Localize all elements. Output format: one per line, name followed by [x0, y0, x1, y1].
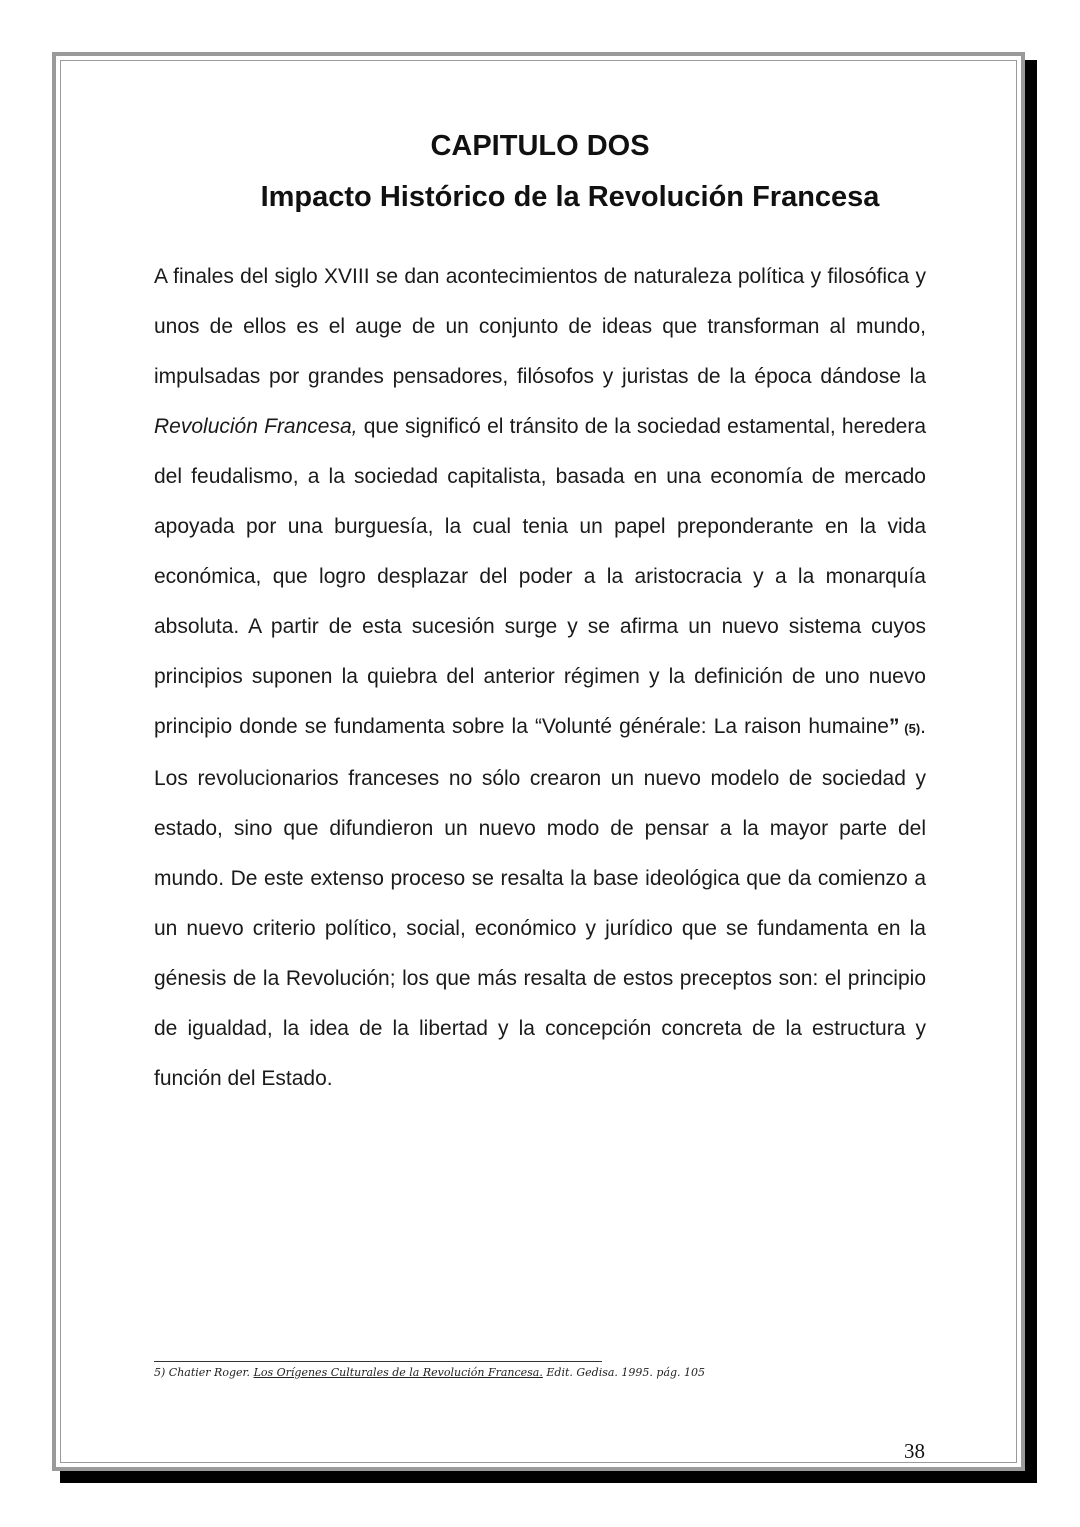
chapter-title: CAPITULO DOS: [430, 130, 650, 162]
paragraph-part-2: que significó el tránsito de la sociedad estamental, heredera del feudalismo, a la sociedad capitalista, basada en una economía de mercado apoyada por una burguesía, la cual tenia un papel preponderante en la vida económica, que logro desplazar del poder a la aristocracia y a la monarquía absoluta. A partir de esta sucesión surge y se afirma un nuevo sistema cuyos principios suponen la quiebra del anterior régimen y la definición de uno nuevo principio donde se fundamenta sobre la “Volunté générale: La raison humaine: [154, 415, 926, 738]
paragraph-emphasis: Revolución Francesa,: [154, 415, 358, 438]
footnote-reference: (5): [899, 721, 921, 736]
footnote-separator: [154, 1361, 602, 1362]
chapter-subtitle: Impacto Histórico de la Revolución Francesa: [260, 181, 880, 213]
paragraph-part-3: . Los revolucionarios franceses no sólo crearon un nuevo modelo de sociedad y estado, sino que difundieron un nuevo modo de pensar a la mayor parte del mundo. De este extenso proceso se resalta la base ideológica que da comienzo a un nuevo criterio político, social, económico y jurídico que se fundamenta en la génesis de la Revolución; los que más resalta de estos preceptos son: el principio de igualdad, la idea de la libertad y la concepción concreta de la estructura y función del Estado.: [154, 715, 927, 1090]
page-number: 38: [904, 1439, 925, 1463]
footnote-book-title: Los Orígenes Culturales de la Revolución Francesa.: [253, 1366, 543, 1379]
footnote-suffix: Edit. Gedisa. 1995. pág. 105: [542, 1366, 706, 1379]
footnote-prefix: 5) Chatier Roger.: [154, 1366, 254, 1379]
footnote: [154, 1366, 705, 1380]
closing-quote: ”: [888, 715, 900, 738]
body-paragraph: [154, 252, 926, 1104]
paragraph-part-1: A finales del siglo XVIII se dan acontecimientos de naturaleza política y filosófica y unos de ellos es el auge de un conjunto de ideas que transforman al mundo, impulsadas por grandes pensadores, filósofos y juristas de la época dándose la: [154, 265, 926, 388]
